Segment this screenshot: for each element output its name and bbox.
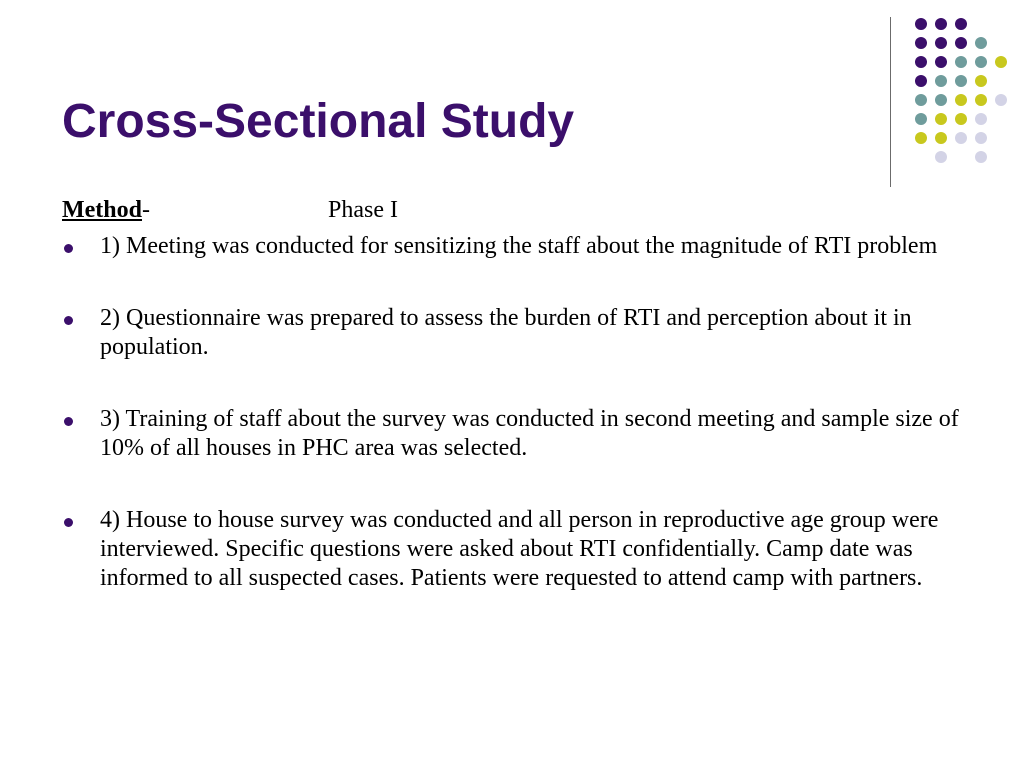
decor-dot — [975, 56, 987, 68]
decor-dot — [915, 56, 927, 68]
method-heading-line — [62, 195, 398, 225]
bullet-text: 1) Meeting was conducted for sensitizing the staff about the magnitude of RTI problem — [100, 233, 938, 259]
decor-dot — [975, 37, 987, 49]
bullet-dot-icon — [64, 518, 73, 527]
bullet-item — [62, 405, 972, 463]
bullet-list — [62, 232, 972, 636]
decor-dot — [935, 75, 947, 87]
bullet-text: 4) House to house survey was conducted and all person in reproductive age group were interviewed. Specific questions were asked about RTI confidentially. Camp date was informed to all suspected cases. Patients were requested to attend camp with partners. — [100, 507, 939, 591]
decor-dot — [955, 75, 967, 87]
decor-dot — [975, 132, 987, 144]
decor-dot — [955, 56, 967, 68]
decor-dot — [935, 151, 947, 163]
bullet-dot-icon — [64, 316, 73, 325]
phase-label: Phase I — [328, 197, 398, 223]
title-divider-line — [890, 17, 891, 187]
bullet-text: 2) Questionnaire was prepared to assess the burden of RTI and perception about it in population. — [100, 305, 912, 360]
decor-dot — [975, 94, 987, 106]
decor-dot — [915, 18, 927, 30]
decor-dot — [995, 94, 1007, 106]
decor-dot — [955, 113, 967, 125]
decorative-dot-grid — [903, 8, 1023, 168]
decor-dot — [915, 37, 927, 49]
decor-dot — [935, 113, 947, 125]
decor-dot — [975, 75, 987, 87]
decor-dot — [935, 37, 947, 49]
decor-dot — [955, 94, 967, 106]
decor-dot — [935, 132, 947, 144]
decor-dot — [915, 132, 927, 144]
slide-title: Cross-Sectional Study — [62, 95, 575, 148]
bullet-item — [62, 304, 972, 362]
method-separator: - — [142, 197, 150, 223]
bullet-item — [62, 506, 972, 593]
decor-dot — [975, 151, 987, 163]
method-label: Method — [62, 197, 142, 223]
bullet-item — [62, 232, 972, 261]
decor-dot — [995, 56, 1007, 68]
decor-dot — [915, 113, 927, 125]
bullet-dot-icon — [64, 244, 73, 253]
bullet-text: 3) Training of staff about the survey was conducted in second meeting and sample size of 10% of all houses in PHC area was selected. — [100, 406, 959, 461]
decor-dot — [915, 94, 927, 106]
decor-dot — [975, 113, 987, 125]
bullet-dot-icon — [64, 417, 73, 426]
decor-dot — [935, 56, 947, 68]
decor-dot — [955, 37, 967, 49]
decor-dot — [955, 132, 967, 144]
decor-dot — [915, 75, 927, 87]
decor-dot — [955, 18, 967, 30]
decor-dot — [935, 18, 947, 30]
decor-dot — [935, 94, 947, 106]
